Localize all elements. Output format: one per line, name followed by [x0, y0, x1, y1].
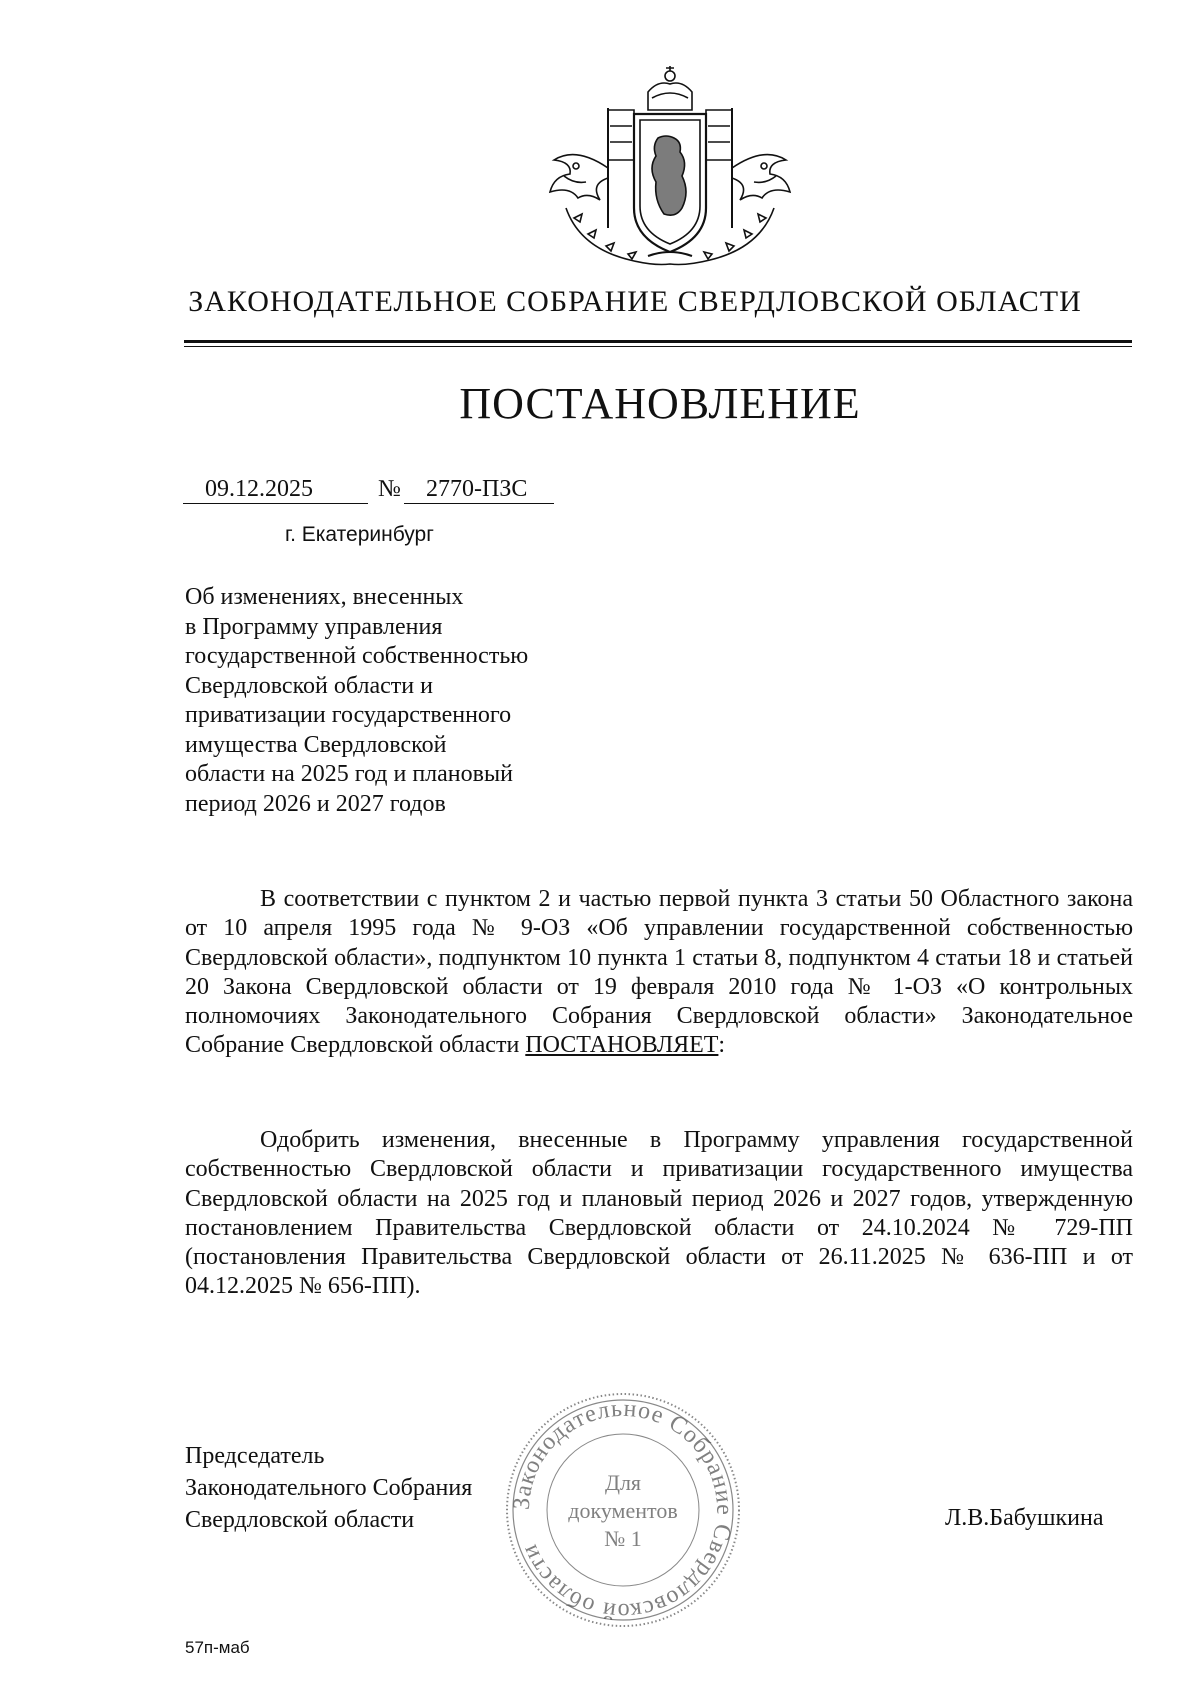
coat-of-arms-icon — [530, 58, 810, 273]
resolves-word: ПОСТАНОВЛЯЕТ — [525, 1032, 719, 1059]
seal-ring-text: Законодательное Собрание Свердловской области — [508, 1395, 738, 1625]
signatory-title-line: Свердловской области — [185, 1507, 415, 1533]
preamble-paragraph — [185, 885, 1133, 1061]
resolves-colon: : — [718, 1032, 726, 1059]
seal-center-line: документов — [568, 1498, 678, 1523]
subject-line: области на 2025 год и плановый — [185, 761, 513, 787]
signatory-title-line: Законодательного Собрания — [185, 1475, 473, 1501]
header-divider-thick — [184, 340, 1132, 343]
subject-line: период 2026 и 2027 годов — [185, 790, 446, 817]
subject-line: приватизации государственного — [185, 702, 512, 728]
header-divider-thin — [184, 346, 1132, 347]
signatory-name: Л.В.Бабушкина — [945, 1505, 1104, 1531]
subject-line: имущества Свердловской — [185, 731, 447, 758]
number-sign: № — [378, 476, 401, 502]
subject-line: Свердловской области и — [185, 672, 433, 699]
document-number: 2770-ПЗС — [404, 476, 554, 504]
subject-line: в Программу управления — [185, 613, 443, 640]
resolution-paragraph: Одобрить изменения, внесенные в Программу управления государственной собственностью Свердловской области и приватизации государственного имущества Свердловской области на 2025 год и плановый период 2026 и 2027 годов, утвержденную постановлением Правительства Свердловской области от 24.10.2024 № 729-ПП (постановления Правительства Свердловской области от 26.11.2025 № 636-ПП и от 04.12.2025 № 656-ПП). — [185, 1127, 1133, 1300]
organization-name: ЗАКОНОДАТЕЛЬНОЕ СОБРАНИЕ СВЕРДЛОВСКОЙ ОБЛАСТИ — [188, 285, 1082, 318]
seal-center-line: № 1 — [604, 1526, 642, 1551]
subject-line: Об изменениях, внесенных — [185, 584, 464, 610]
signatory-title — [185, 1440, 472, 1536]
official-seal — [503, 1390, 743, 1630]
document-date: 09.12.2025 — [183, 476, 368, 504]
preamble-text: В соответствии с пунктом 2 и частью первой пункта 3 статьи 50 Областного закона от 10 апреля 1995 года № 9-ОЗ «Об управлении государственной собственностью Свердловской области», подпунктом 10 пункта 1 статьи 8, подпунктом 4 статьи 18 и статьей 20 Закона Свердловской области от 19 февраля 2010 года № 1-ОЗ «О контрольных полномочиях Законодательного Собрания Свердловской области» Законодательное Собрание Свердловской области — [185, 886, 1133, 1059]
signatory-title-line: Председатель — [185, 1443, 325, 1469]
seal-center-line: Для — [604, 1470, 642, 1495]
document-city: г. Екатеринбург — [285, 523, 434, 546]
document-subject — [185, 583, 645, 819]
subject-line: государственной собственностью — [185, 643, 529, 669]
document-type: ПОСТАНОВЛЕНИЕ — [459, 379, 861, 428]
document-code: 57п-маб — [185, 1638, 250, 1657]
